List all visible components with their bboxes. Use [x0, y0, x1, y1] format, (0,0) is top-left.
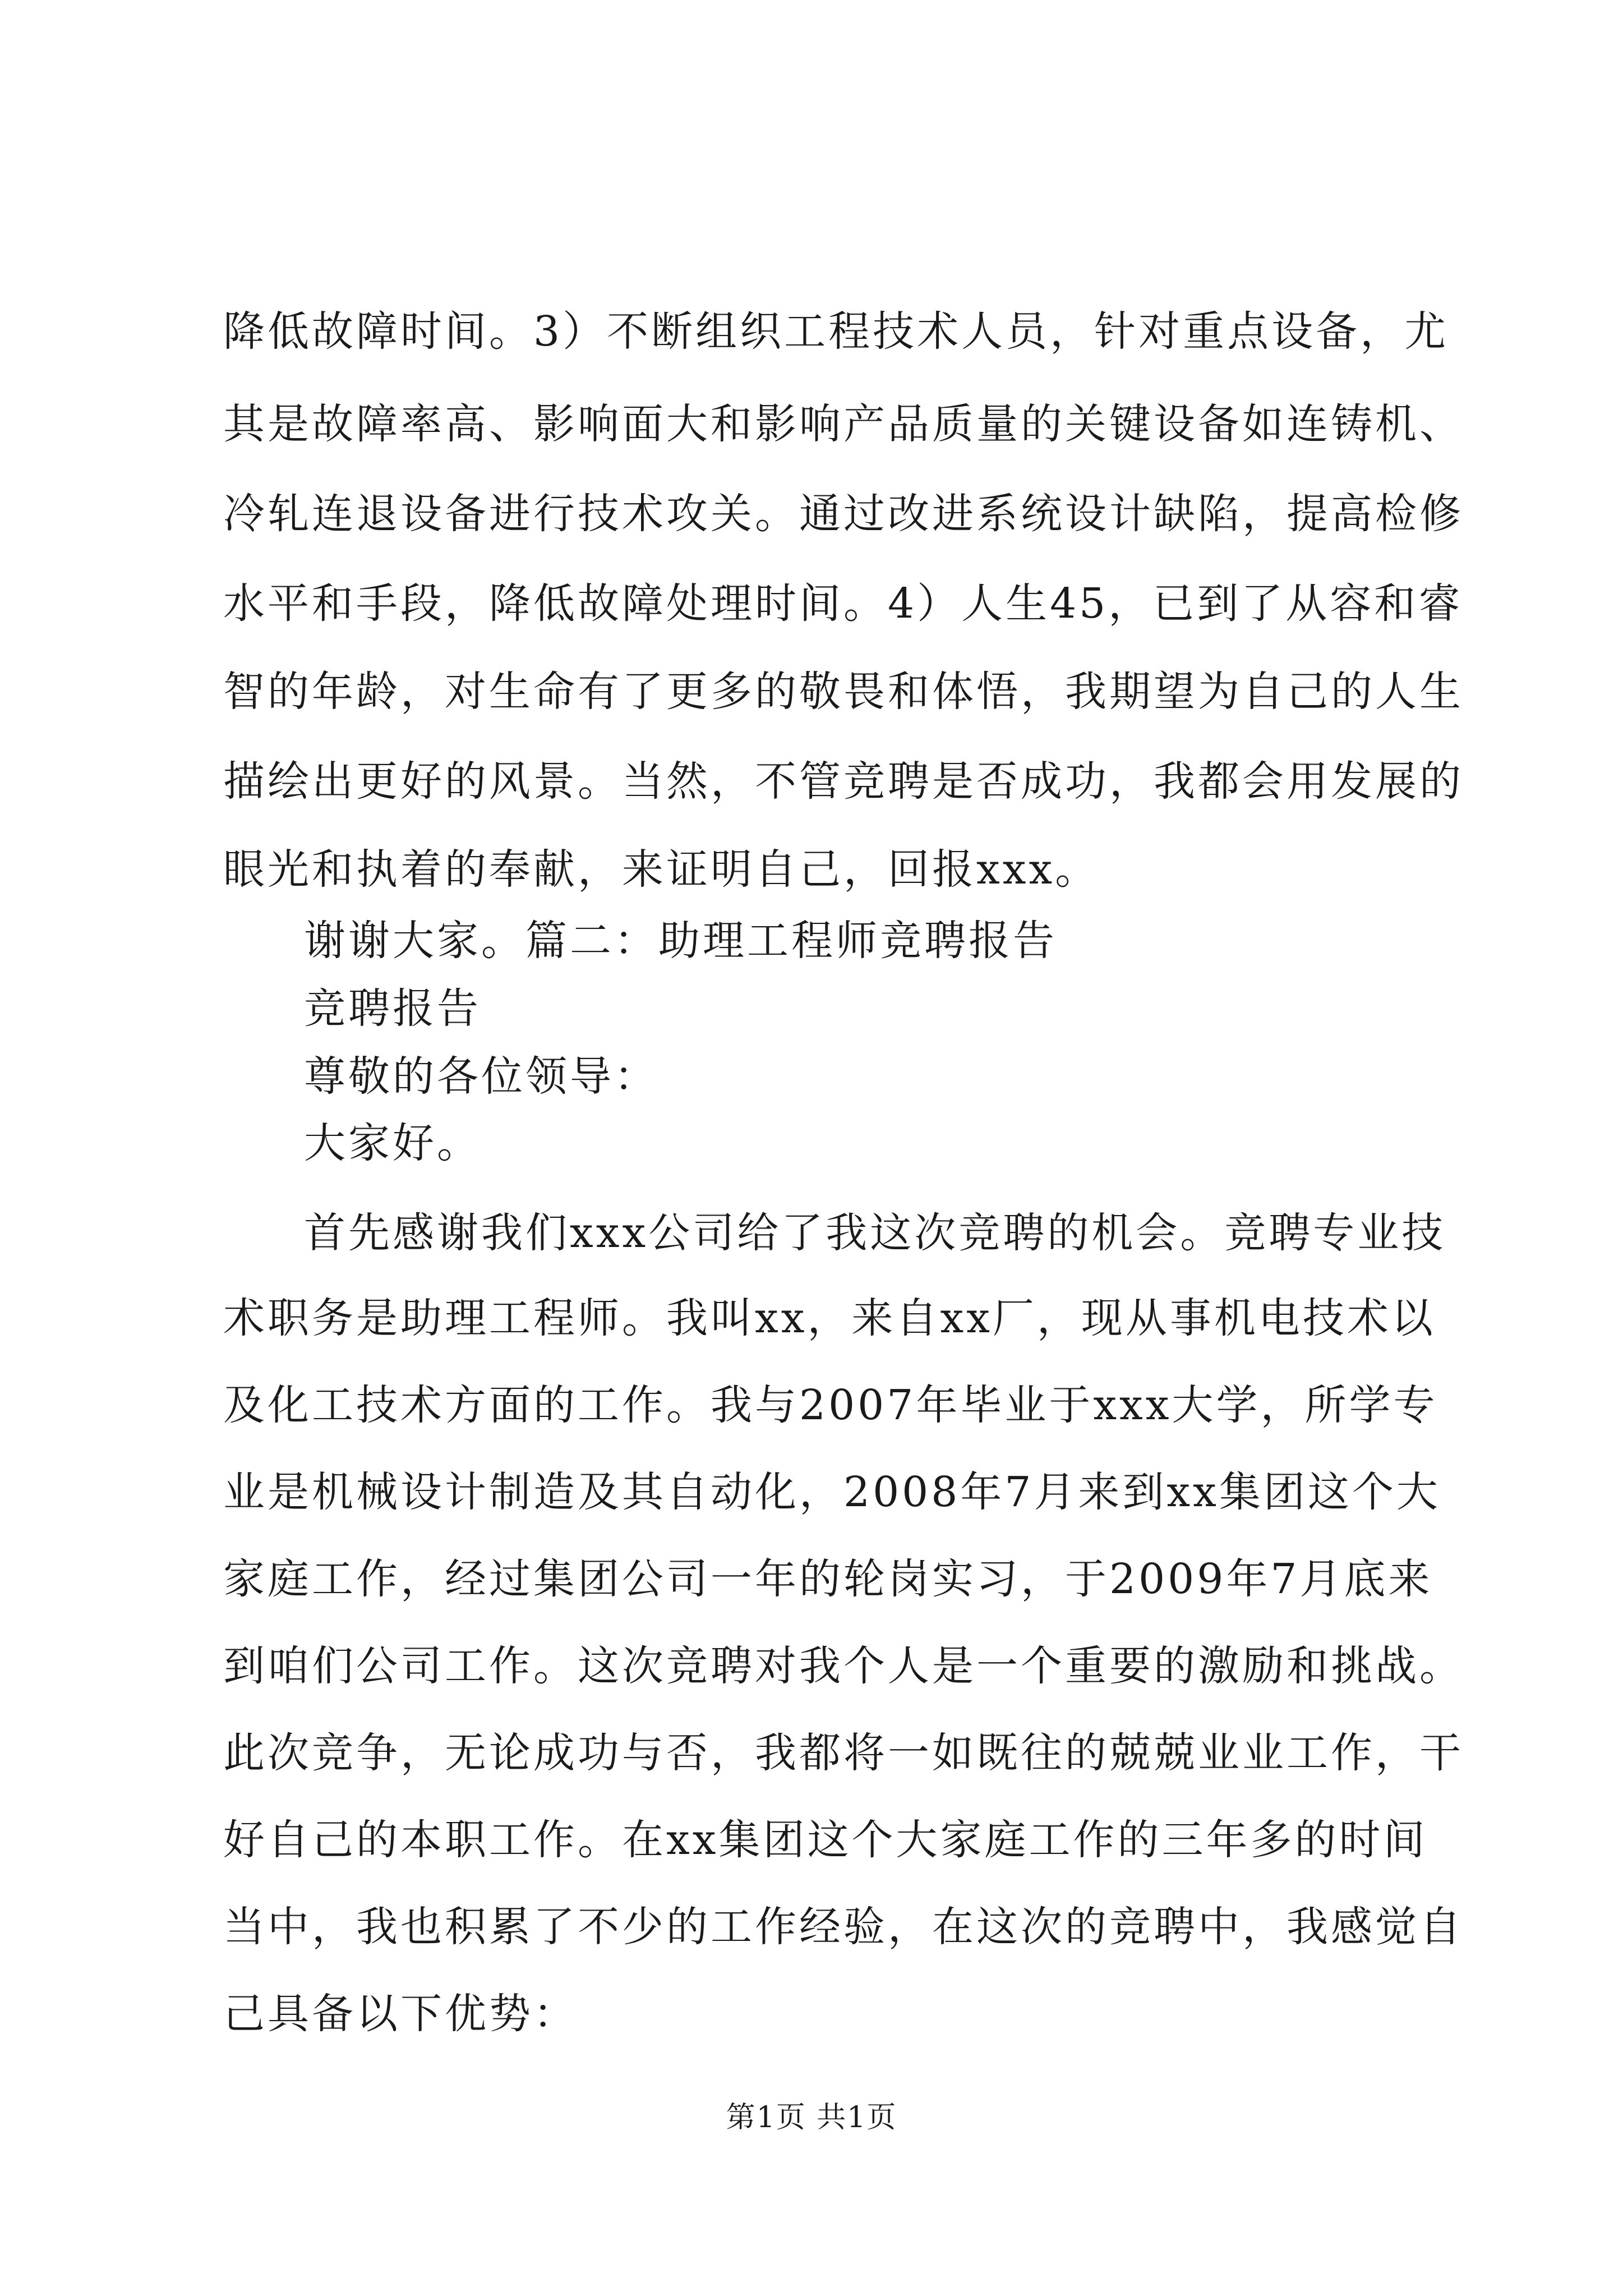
- body-line-3: 冷轧连退设备进行技术攻关。通过改进系统设计缺陷，提高检修: [223, 490, 1464, 538]
- body-line-20: 当中，我也积累了不少的工作经验，在这次的竞聘中，我感觉自: [223, 1903, 1464, 1951]
- body-line-21: 己具备以下优势：: [223, 1990, 578, 2038]
- body-line-19: 好自己的本职工作。在xx集团这个大家庭工作的三年多的时间: [223, 1816, 1428, 1864]
- body-line-4: 水平和手段，降低故障处理时间。4）人生45，已到了从容和睿: [223, 579, 1463, 628]
- body-line-18: 此次竞争，无论成功与否，我都将一如既往的兢兢业业工作，干: [223, 1729, 1464, 1777]
- body-line-6: 描绘出更好的风景。当然，不管竞聘是否成功，我都会用发展的: [223, 757, 1464, 806]
- body-line-5: 智的年龄，对生命有了更多的敬畏和体悟，我期望为自己的人生: [223, 668, 1464, 716]
- body-line-14: 及化工技术方面的工作。我与2007年毕业于xxx大学，所学专: [223, 1381, 1438, 1429]
- body-line-1: 降低故障时间。3）不断组织工程技术人员，针对重点设备，尤: [223, 307, 1449, 356]
- page-footer: 第1页 共1页: [726, 2101, 897, 2134]
- body-line-12: 首先感谢我们xxx公司给了我这次竞聘的机会。竞聘专业技: [304, 1209, 1446, 1257]
- body-line-15: 业是机械设计制造及其自动化，2008年7月来到xx集团这个大: [223, 1468, 1441, 1516]
- body-line-16: 家庭工作，经过集团公司一年的轮岗实习，于2009年7月底来: [223, 1555, 1433, 1603]
- body-line-7: 眼光和执着的奉献，来证明自己，回报xxx。: [223, 845, 1100, 894]
- body-line-13: 术职务是助理工程师。我叫xx，来自xx厂，现从事机电技术以: [223, 1294, 1436, 1342]
- section-heading: 竞聘报告: [304, 984, 481, 1033]
- body-line-17: 到咱们公司工作。这次竞聘对我个人是一个重要的激励和挑战。: [223, 1642, 1464, 1690]
- body-line-2: 其是故障率高、影响面大和影响产品质量的关键设备如连铸机、: [223, 400, 1464, 448]
- greeting: 大家好。: [304, 1119, 481, 1167]
- body-line-8: 谢谢大家。篇二：助理工程师竞聘报告: [304, 917, 1057, 965]
- salutation: 尊敬的各位领导：: [304, 1052, 658, 1101]
